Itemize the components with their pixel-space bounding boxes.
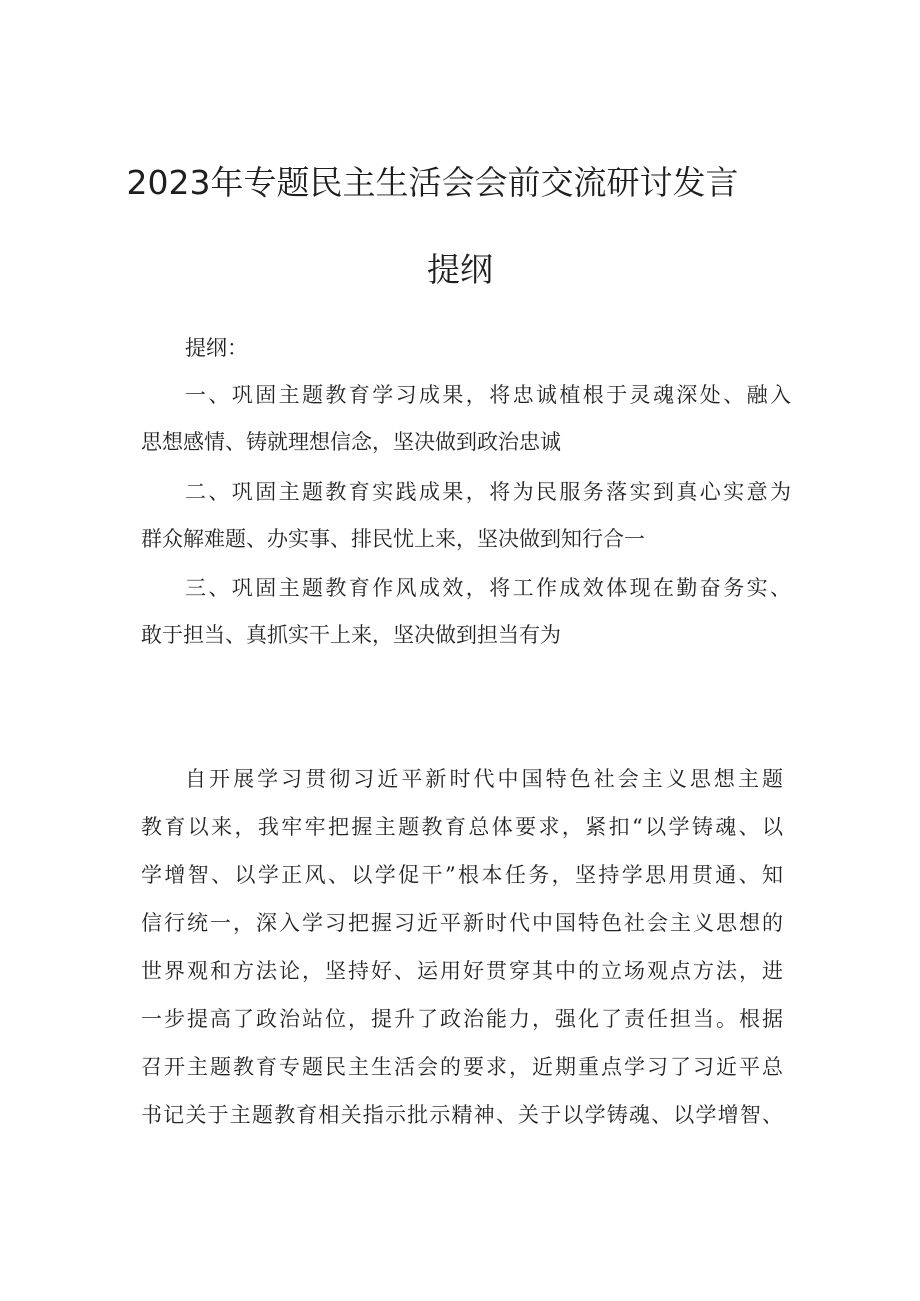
body-paragraph-line: 信行统一，深入学习把握习近平新时代中国特色社会主义思想的 bbox=[141, 911, 783, 935]
body-paragraph-line: 一步提高了政治站位，提升了政治能力，强化了责任担当。根据 bbox=[141, 1007, 783, 1031]
document-title: 2023年专题民主生活会会前交流研讨发言 bbox=[126, 163, 739, 202]
body-paragraph-line: 世界观和方法论，坚持好、运用好贯穿其中的立场观点方法，进 bbox=[141, 959, 783, 983]
outline-item-2: 二、巩固主题教育实践成果，将为民服务落实到真心实意为 bbox=[185, 480, 791, 504]
body-paragraph-line: 召开主题教育专题民主生活会的要求，近期重点学习了习近平总 bbox=[141, 1055, 783, 1079]
body-paragraph-line: 学增智、以学正风、以学促干”根本任务，坚持学思用贯通、知 bbox=[141, 863, 783, 887]
outline-item-3: 三、巩固主题教育作风成效，将工作成效体现在勤奋务实、 bbox=[185, 576, 791, 600]
body-paragraph-line: 书记关于主题教育相关指示批示精神、关于以学铸魂、以学增智、 bbox=[141, 1103, 783, 1127]
outline-item-3-continued: 敢于担当、真抓实干上来，坚决做到担当有为 bbox=[141, 623, 561, 647]
outline-label: 提纲： bbox=[185, 336, 248, 360]
outline-item-2-continued: 群众解难题、办实事、排民忧上来，坚决做到知行合一 bbox=[141, 527, 645, 551]
outline-item-1: 一、巩固主题教育学习成果，将忠诚植根于灵魂深处、融入 bbox=[185, 383, 791, 407]
document-title-continued: 提纲 bbox=[427, 250, 493, 289]
body-paragraph-line: 自开展学习贯彻习近平新时代中国特色社会主义思想主题 bbox=[185, 767, 783, 791]
body-paragraph-line: 教育以来，我牢牢把握主题教育总体要求，紧扣“以学铸魂、以 bbox=[141, 815, 783, 839]
outline-item-1-continued: 思想感情、铸就理想信念，坚决做到政治忠诚 bbox=[141, 430, 561, 454]
